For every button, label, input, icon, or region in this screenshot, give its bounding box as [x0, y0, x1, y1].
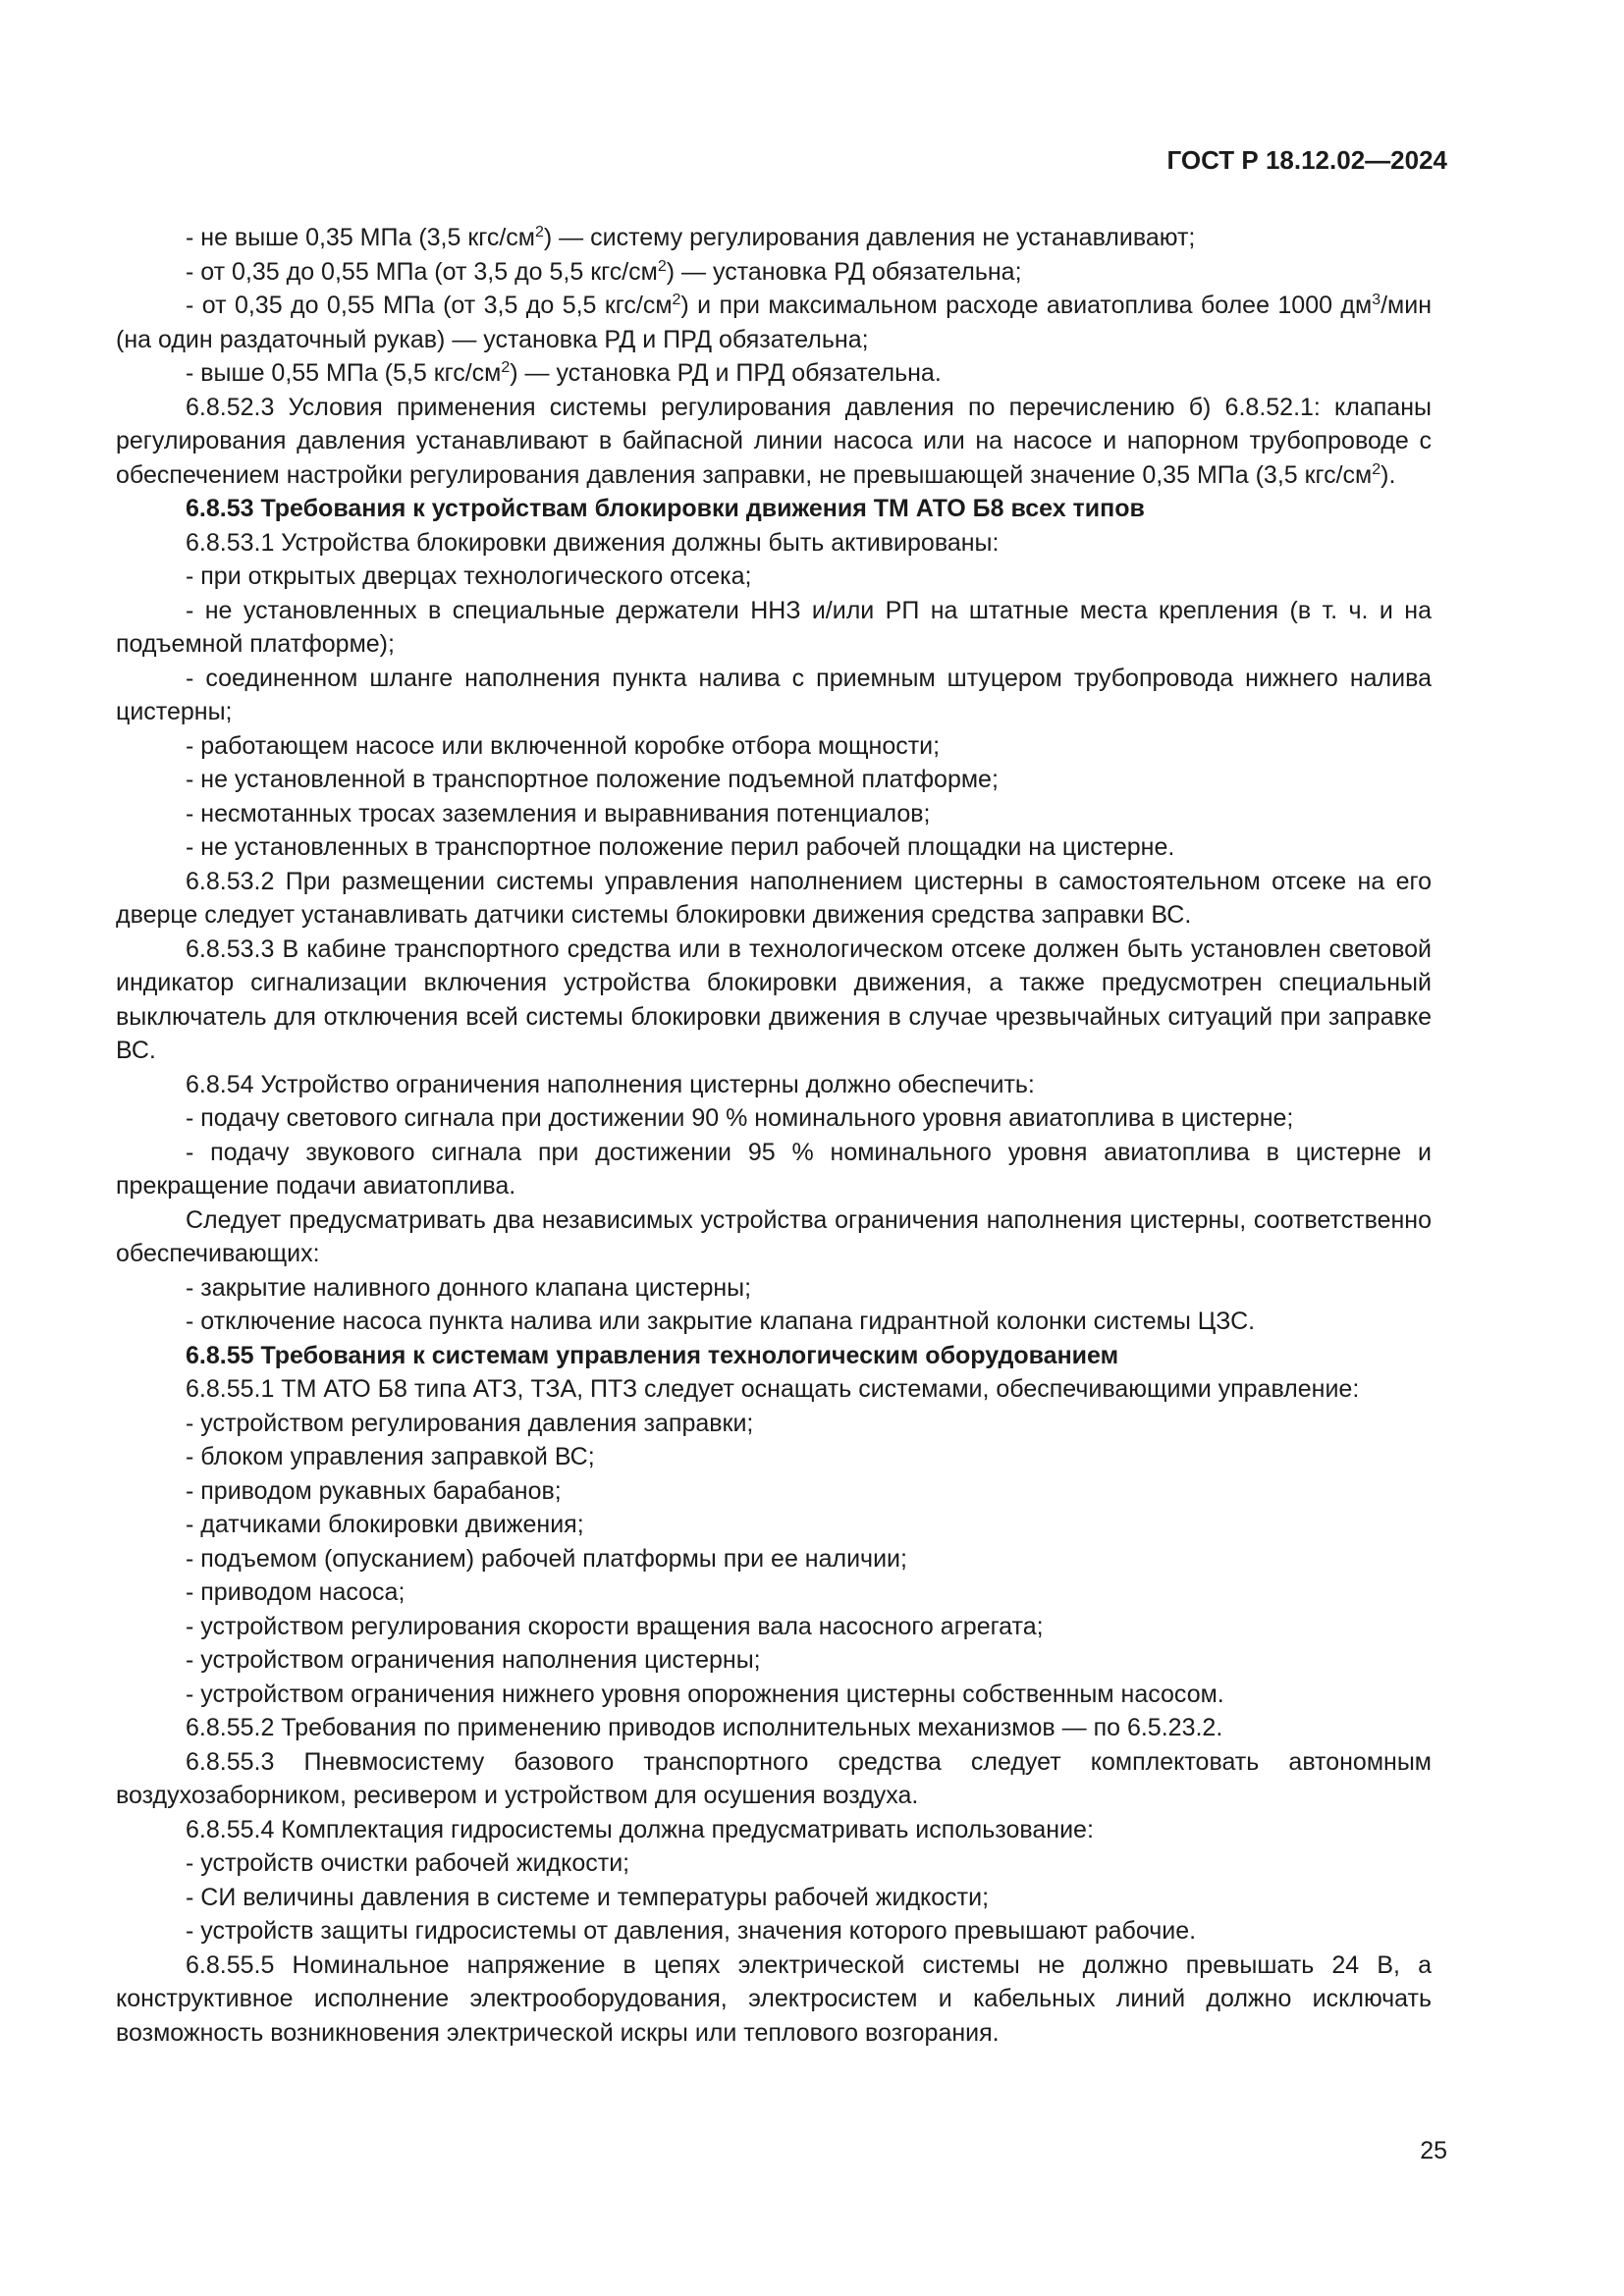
paragraph: - устройством ограничения наполнения цистерны; — [186, 1646, 761, 1674]
paragraph: - устройством регулирования давления заправки; — [186, 1409, 754, 1437]
paragraph: - работающем насосе или включенной коробке отбора мощности; — [186, 731, 941, 760]
paragraph: - подачу звукового сигнала при достижении 95 % номинального уровня авиатоплива в цистерне и прекращение подачи авиатоплива. — [116, 1138, 1432, 1200]
page-number: 25 — [1420, 2137, 1447, 2164]
paragraph: - подачу светового сигнала при достижении 90 % номинального уровня авиатоплива в цистерне; — [186, 1104, 1294, 1132]
paragraph: - не установленных в транспортное положение перил рабочей площадки на цистерне. — [186, 833, 1175, 861]
paragraph: - при открытых дверцах технологического отсека; — [186, 562, 752, 590]
paragraph: 6.8.52.3 Условия применения системы регулирования давления по перечислению б) 6.8.52.1: клапаны регулирования давления устанавливают в байпасной линии насоса или на насосе и напорном трубопроводе с обеспечением настройки регулирования давления заправки, не превышающей значение 0,35 МПа (3,5 кгс/$см^2$). — [116, 393, 1432, 489]
paragraph: - устройством ограничения нижнего уровня опорожнения цистерны собственным насосом. — [186, 1680, 1224, 1708]
section-heading: 6.8.55 Требования к системам управления технологическим оборудованием — [186, 1341, 1119, 1369]
paragraph: 6.8.55.4 Комплектация гидросистемы должна предусматривать использование: — [186, 1815, 1094, 1843]
paragraph: 6.8.53.1 Устройства блокировки движения должны быть активированы: — [186, 528, 1000, 557]
paragraph: - отключение насоса пункта налива или закрытие клапана гидрантной колонки системы ЦЗС. — [186, 1308, 1256, 1335]
paragraph: - устройств защиты гидросистемы от давления, значения которого превышают рабочие. — [186, 1917, 1197, 1945]
paragraph: - не установленных в специальные держатели ННЗ и/или РП на штатные места крепления (в т. ч. и на подъемной платформе); — [116, 596, 1432, 658]
section-heading: 6.8.53 Требования к устройствам блокировки движения ТМ АТО Б8 всех типов — [186, 495, 1145, 522]
paragraph: - СИ величины давления в системе и температуры рабочей жидкости; — [186, 1883, 990, 1911]
paragraph: - от 0,35 до 0,55 МПа (от 3,5 до 5,5 кгс/$см^2$) и при максимальном расходе авиатоплива более 1000 $дм^3$/мин (на один раздаточный рукав) — установка РД и ПРД обязательна; — [116, 292, 1432, 353]
paragraph: 6.8.55.1 ТМ АТО Б8 типа АТЗ, ТЗА, ПТЗ следует оснащать системами, обеспечивающими управление: — [186, 1375, 1360, 1403]
paragraph: - выше 0,55 МПа (5,5 кгс/$см^2$) — установка РД и ПРД обязательна. — [186, 359, 942, 387]
paragraph: - устройством регулирования скорости вращения вала насосного агрегата; — [186, 1612, 1044, 1640]
paragraph: 6.8.53.2 При размещении системы управления наполнением цистерны в самостоятельном отсеке на его дверце следует устанавливать датчики системы блокировки движения средства заправки ВС. — [116, 867, 1432, 929]
paragraph: - не выше 0,35 МПа (3,5 кгс/$см^2$) — систему регулирования давления не устанавливают; — [186, 224, 1196, 251]
paragraph: 6.8.53.3 В кабине транспортного средства или в технологическом отсеке должен быть установлен световой индикатор сигнализации включения устройства блокировки движения, а также предусмотрен специальный выключатель для отключения всей системы блокировки движения в случае чрезвычайных ситуаций при заправке ВС. — [116, 934, 1432, 1064]
paragraph: - закрытие наливного донного клапана цистерны; — [186, 1273, 752, 1302]
paragraph: - от 0,35 до 0,55 МПа (от 3,5 до 5,5 кгс/$см^2$) — установка РД обязательна; — [186, 257, 1022, 286]
paragraph: - устройств очистки рабочей жидкости; — [186, 1849, 630, 1877]
document-code: ГОСТ Р 18.12.02—2024 — [1166, 145, 1447, 175]
paragraph: 6.8.55.5 Номинальное напряжение в цепях электрической системы не должно превышать 24 В, а конструктивное исполнение электрооборудования, электросистем и кабельных линий должно исключать возможность возникновения электрической искры или теплового возгорания. — [116, 1950, 1432, 2047]
paragraph: - приводом рукавных барабанов; — [186, 1476, 562, 1505]
document-body — [116, 221, 1432, 2050]
paragraph: 6.8.54 Устройство ограничения наполнения цистерны должно обеспечить: — [186, 1070, 1035, 1098]
paragraph: - несмотанных тросах заземления и выравнивания потенциалов; — [186, 799, 931, 828]
paragraph: - блоком управления заправкой ВС; — [186, 1443, 595, 1470]
paragraph: - приводом насоса; — [186, 1578, 406, 1606]
paragraph: 6.8.55.2 Требования по применению приводов исполнительных механизмов — по 6.5.23.2. — [186, 1714, 1223, 1741]
paragraph: 6.8.55.3 Пневмосистему базового транспортного средства следует комплектовать автономным воздухозаборником, ресивером и устройством для осушения воздуха. — [116, 1747, 1432, 1809]
paragraph: - соединенном шланге наполнения пункта налива с приемным штуцером трубопровода нижнего налива цистерны; — [116, 664, 1432, 725]
paragraph: - не установленной в транспортное положение подъемной платформе; — [186, 766, 999, 793]
paragraph: Следует предусматривать два независимых устройства ограничения наполнения цистерны, соответственно обеспечивающих: — [116, 1205, 1432, 1267]
paragraph: - датчиками блокировки движения; — [186, 1511, 584, 1538]
paragraph: - подъемом (опусканием) рабочей платформы при ее наличии; — [186, 1544, 907, 1573]
